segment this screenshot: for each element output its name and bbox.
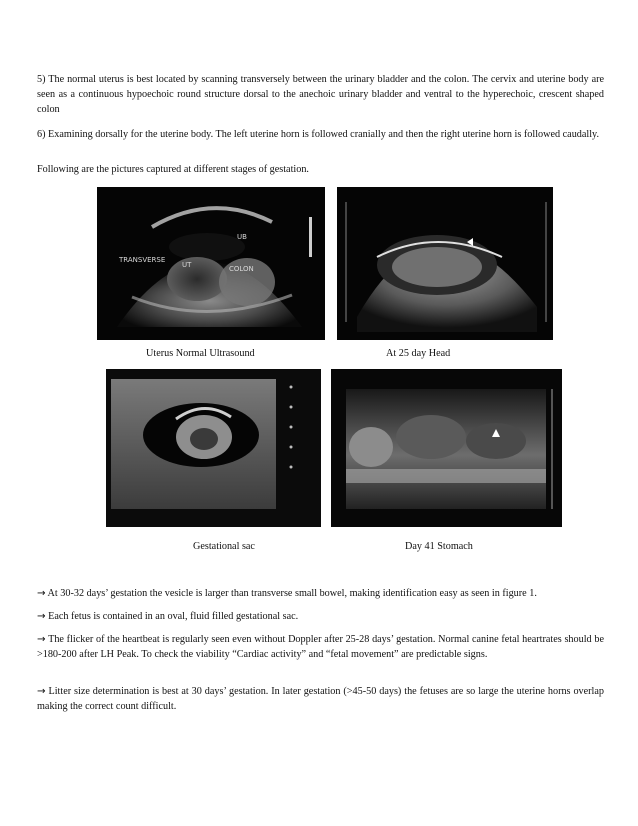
uterus-normal-ultrasound-image xyxy=(97,187,325,340)
bullet-text: Litter size determination is best at 30 days’ gestation. In later gestation (>45-50 days) the fetuses are so large the uterine horns overlap making the correct count difficult. xyxy=(37,686,604,712)
bullet-item xyxy=(37,684,604,714)
bullet-text: At 30-32 days’ gestation the vesicle is larger than transverse small bowel, making identification easy as seen in figure 1. xyxy=(47,588,537,599)
arrow-right-icon: → xyxy=(37,588,46,599)
bullet-item xyxy=(37,609,604,624)
bullet-item xyxy=(37,632,604,662)
svg-text:UB: UB xyxy=(237,233,247,241)
caption-uterus-normal: Uterus Normal Ultrasound xyxy=(146,348,255,359)
svg-text:UT: UT xyxy=(182,261,192,269)
day41-stomach-ultrasound-image xyxy=(331,369,562,527)
gestational-sac-ultrasound-image xyxy=(106,369,321,527)
bullet-text: Each fetus is contained in an oval, fluid filled gestational sac. xyxy=(48,611,299,622)
arrow-right-icon: → xyxy=(37,611,46,622)
svg-text:COLON: COLON xyxy=(229,265,254,273)
caption-day25-head: At 25 day Head xyxy=(386,348,451,359)
caption-gestational-sac: Gestational sac xyxy=(193,541,255,552)
paragraph-5: 5) The normal uterus is best located by scanning transversely between the urinary bladder and the colon. The cervix and uterine body are seen as a continuous hypoechoic round structure dorsal to the anechoic urinary bladder and ventral to the hyperechoic, crescent shaped colon xyxy=(37,74,604,115)
intro-paragraph: Following are the pictures captured at different stages of gestation. xyxy=(37,164,309,175)
paragraph-6: 6) Examining dorsally for the uterine body. The left uterine horn is followed cranially and then the right uterine horn is followed caudally. xyxy=(37,129,600,140)
arrow-right-icon: → xyxy=(37,634,46,645)
bullet-text: The flicker of the heartbeat is regularly seen even without Doppler after 25-28 days’ gestation. Normal canine fetal heartrates should be >180-200 after LH Peak. To check the viability “Cardiac activity” and “fetal movement” are predictable signs. xyxy=(37,634,604,660)
bullet-item xyxy=(37,586,604,601)
svg-text:TRANSVERSE: TRANSVERSE xyxy=(119,256,166,264)
arrow-right-icon: → xyxy=(37,686,46,697)
day25-head-ultrasound-image xyxy=(337,187,553,340)
caption-day41-stomach: Day 41 Stomach xyxy=(405,541,473,552)
